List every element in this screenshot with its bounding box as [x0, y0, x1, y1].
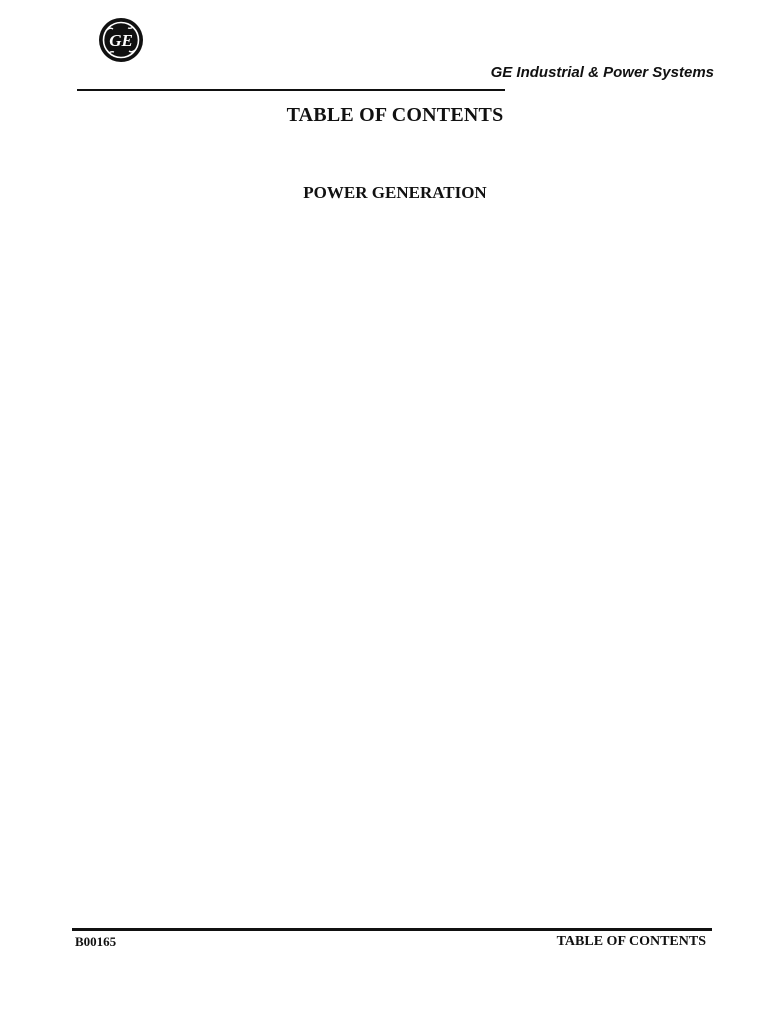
footer-label: TABLE OF CONTENTS: [556, 934, 706, 949]
footer-divider: [72, 928, 712, 931]
logo-text: GE: [109, 31, 133, 50]
header-divider: [77, 89, 505, 91]
page-title: TABLE OF CONTENTS: [286, 104, 504, 126]
document-code: B00165: [75, 934, 117, 949]
ge-logo-icon: [98, 17, 144, 63]
page-subtitle: POWER GENERATION: [303, 183, 487, 202]
brand-name: GE Industrial & Power Systems: [490, 64, 714, 81]
